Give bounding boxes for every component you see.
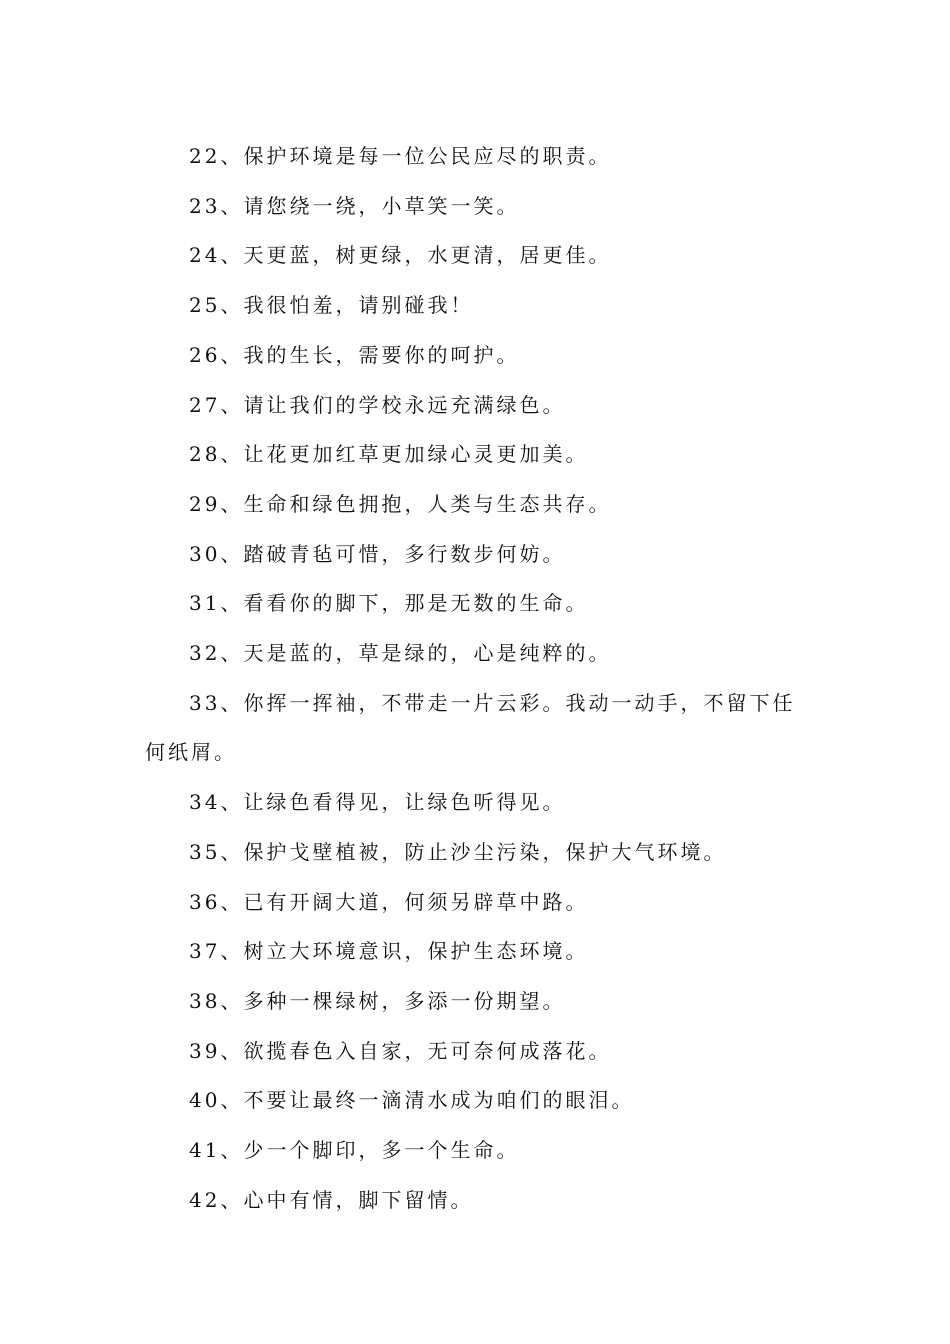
list-item: 34、让绿色看得见，让绿色听得见。	[189, 790, 566, 815]
list-item: 29、生命和绿色拥抱，人类与生态共存。	[189, 491, 612, 516]
list-item: 39、欲揽春色入自家，无可奈何成落花。	[189, 1038, 612, 1063]
list-item: 32、天是蓝的，草是绿的，心是纯粹的。	[189, 641, 612, 666]
list-item: 26、我的生长，需要你的呵护。	[189, 342, 520, 367]
list-item: 30、踏破青毡可惜，多行数步何妨。	[189, 541, 566, 566]
list-item: 37、树立大环境意识，保护生态环境。	[189, 939, 589, 964]
list-item: 28、让花更加红草更加绿心灵更加美。	[189, 442, 589, 467]
list-item: 22、保护环境是每一位公民应尽的职责。	[189, 144, 612, 168]
list-item: 33、你挥一挥袖，不带走一片云彩。我动一动手，不留下任何纸屑。	[145, 690, 796, 765]
list-item: 36、已有开阔大道，何须另辟草中路。	[189, 889, 589, 914]
slogan-list	[145, 132, 810, 1225]
list-item: 38、多种一棵绿树，多添一份期望。	[189, 988, 566, 1013]
list-item: 27、请让我们的学校永远充满绿色。	[189, 392, 566, 417]
list-item: 24、天更蓝，树更绿，水更清，居更佳。	[189, 243, 612, 268]
list-item: 35、保护戈壁植被，防止沙尘污染，保护大气环境。	[189, 839, 727, 864]
list-item: 23、请您绕一绕，小草笑一笑。	[189, 193, 520, 218]
list-item: 42、心中有情，脚下留情。	[189, 1187, 474, 1212]
list-item: 40、不要让最终一滴清水成为咱们的眼泪。	[189, 1088, 635, 1113]
list-item: 31、看看你的脚下，那是无数的生命。	[189, 591, 589, 616]
list-item: 41、少一个脚印，多一个生命。	[189, 1138, 520, 1163]
list-item: 25、我很怕羞，请别碰我！	[189, 293, 474, 318]
